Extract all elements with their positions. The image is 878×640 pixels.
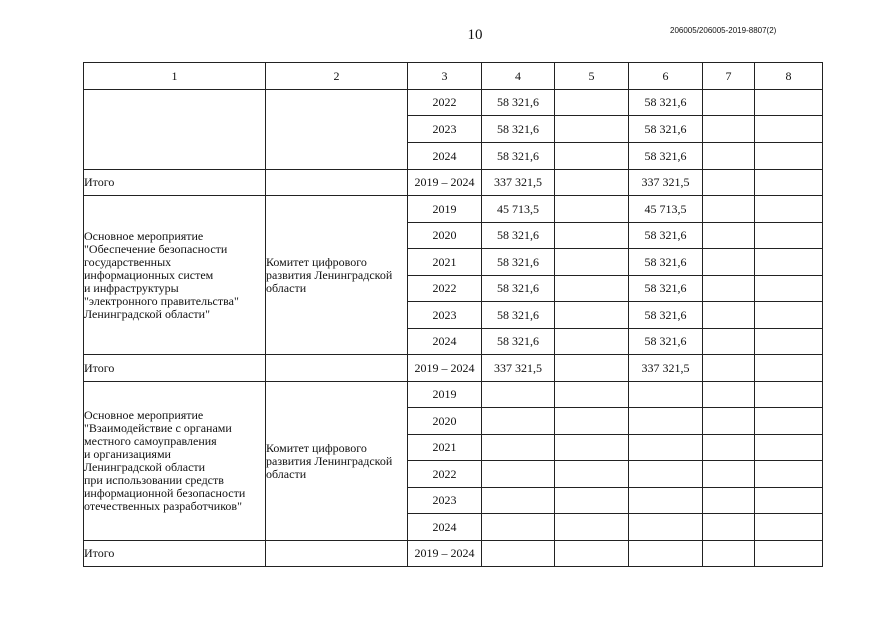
amount-cell: 58 321,6 (629, 223, 703, 249)
empty-cell (755, 116, 823, 143)
empty-cell (703, 90, 755, 116)
budget-table (83, 62, 823, 567)
table-row (84, 196, 823, 223)
empty-cell (555, 223, 629, 249)
empty-cell (703, 382, 755, 408)
empty-cell (555, 461, 629, 488)
column-header: 7 (703, 63, 755, 90)
total-amount-cell: 337 321,5 (629, 355, 703, 382)
empty-cell (482, 541, 555, 567)
column-header: 4 (482, 63, 555, 90)
empty-cell (482, 514, 555, 541)
empty-cell (703, 276, 755, 302)
empty-cell (555, 116, 629, 143)
activity-cell (84, 90, 266, 170)
activity-cell: Основное мероприятие "Обеспечение безопасности государственных информационных систем и инфраструктуры "электронного правительства" Ленинградской области" (84, 196, 266, 355)
year-cell: 2022 (408, 276, 482, 302)
column-header: 8 (755, 63, 823, 90)
amount-cell: 58 321,6 (482, 329, 555, 355)
empty-cell (703, 435, 755, 461)
empty-cell (555, 514, 629, 541)
empty-cell (629, 514, 703, 541)
total-amount-cell: 337 321,5 (482, 170, 555, 196)
amount-cell: 58 321,6 (629, 90, 703, 116)
amount-cell: 58 321,6 (482, 276, 555, 302)
empty-cell (703, 541, 755, 567)
empty-cell (266, 355, 408, 382)
amount-cell: 58 321,6 (629, 116, 703, 143)
page-number: 10 (467, 27, 483, 43)
period-cell: 2019 – 2024 (408, 541, 482, 567)
empty-cell (482, 435, 555, 461)
empty-cell (482, 382, 555, 408)
amount-cell: 58 321,6 (482, 302, 555, 329)
amount-cell: 58 321,6 (482, 116, 555, 143)
empty-cell (755, 196, 823, 223)
total-label: Итого (84, 170, 266, 196)
amount-cell: 58 321,6 (482, 143, 555, 170)
empty-cell (703, 302, 755, 329)
empty-cell (755, 143, 823, 170)
empty-cell (703, 249, 755, 276)
empty-cell (555, 488, 629, 514)
empty-cell (555, 90, 629, 116)
year-cell: 2019 (408, 196, 482, 223)
total-label: Итого (84, 541, 266, 567)
empty-cell (755, 249, 823, 276)
empty-cell (755, 329, 823, 355)
total-amount-cell: 337 321,5 (629, 170, 703, 196)
year-cell: 2023 (408, 302, 482, 329)
document-code: 206005/206005-2019-8807(2) (670, 26, 777, 35)
executor-cell: Комитет цифрового развития Ленинградской области (266, 382, 408, 541)
empty-cell (482, 488, 555, 514)
empty-cell (703, 223, 755, 249)
empty-cell (555, 302, 629, 329)
empty-cell (755, 435, 823, 461)
total-row (84, 170, 823, 196)
empty-cell (703, 461, 755, 488)
empty-cell (703, 170, 755, 196)
empty-cell (629, 488, 703, 514)
empty-cell (703, 355, 755, 382)
period-cell: 2019 – 2024 (408, 170, 482, 196)
column-header: 3 (408, 63, 482, 90)
empty-cell (555, 143, 629, 170)
column-header: 6 (629, 63, 703, 90)
empty-cell (555, 541, 629, 567)
amount-cell: 58 321,6 (482, 223, 555, 249)
amount-cell: 58 321,6 (482, 90, 555, 116)
empty-cell (755, 223, 823, 249)
year-cell: 2020 (408, 223, 482, 249)
total-amount-cell: 337 321,5 (482, 355, 555, 382)
amount-cell: 58 321,6 (629, 329, 703, 355)
empty-cell (755, 541, 823, 567)
empty-cell (555, 355, 629, 382)
column-header: 5 (555, 63, 629, 90)
empty-cell (555, 249, 629, 276)
empty-cell (555, 382, 629, 408)
table-row (84, 90, 823, 116)
empty-cell (755, 355, 823, 382)
empty-cell (266, 170, 408, 196)
empty-cell (629, 435, 703, 461)
empty-cell (755, 276, 823, 302)
empty-cell (703, 143, 755, 170)
activity-cell: Основное мероприятие "Взаимодействие с органами местного самоуправления и организациями Ленинградской области при использовании средств информационной безопасности отечественных разработчиков" (84, 382, 266, 541)
header-row (84, 63, 823, 90)
empty-cell (755, 408, 823, 435)
empty-cell (755, 382, 823, 408)
total-row (84, 355, 823, 382)
empty-cell (266, 541, 408, 567)
empty-cell (755, 302, 823, 329)
empty-cell (703, 116, 755, 143)
total-label: Итого (84, 355, 266, 382)
executor-cell: Комитет цифрового развития Ленинградской области (266, 196, 408, 355)
year-cell: 2022 (408, 90, 482, 116)
amount-cell: 58 321,6 (629, 276, 703, 302)
empty-cell (555, 435, 629, 461)
empty-cell (755, 514, 823, 541)
table-row (84, 382, 823, 408)
amount-cell: 58 321,6 (629, 302, 703, 329)
year-cell: 2024 (408, 514, 482, 541)
amount-cell: 45 713,5 (482, 196, 555, 223)
empty-cell (629, 461, 703, 488)
year-cell: 2024 (408, 143, 482, 170)
empty-cell (703, 196, 755, 223)
year-cell: 2021 (408, 249, 482, 276)
empty-cell (703, 408, 755, 435)
empty-cell (755, 90, 823, 116)
year-cell: 2021 (408, 435, 482, 461)
year-cell: 2019 (408, 382, 482, 408)
empty-cell (482, 461, 555, 488)
period-cell: 2019 – 2024 (408, 355, 482, 382)
empty-cell (555, 170, 629, 196)
year-cell: 2023 (408, 116, 482, 143)
empty-cell (755, 488, 823, 514)
amount-cell: 58 321,6 (629, 249, 703, 276)
empty-cell (755, 170, 823, 196)
year-cell: 2020 (408, 408, 482, 435)
empty-cell (755, 461, 823, 488)
empty-cell (629, 541, 703, 567)
empty-cell (555, 196, 629, 223)
empty-cell (555, 276, 629, 302)
empty-cell (555, 408, 629, 435)
empty-cell (703, 329, 755, 355)
empty-cell (629, 382, 703, 408)
empty-cell (629, 408, 703, 435)
column-header: 2 (266, 63, 408, 90)
year-cell: 2023 (408, 488, 482, 514)
year-cell: 2024 (408, 329, 482, 355)
total-row (84, 541, 823, 567)
amount-cell: 58 321,6 (482, 249, 555, 276)
empty-cell (482, 408, 555, 435)
empty-cell (703, 514, 755, 541)
amount-cell: 45 713,5 (629, 196, 703, 223)
executor-cell (266, 90, 408, 170)
empty-cell (703, 488, 755, 514)
empty-cell (555, 329, 629, 355)
column-header: 1 (84, 63, 266, 90)
amount-cell: 58 321,6 (629, 143, 703, 170)
year-cell: 2022 (408, 461, 482, 488)
